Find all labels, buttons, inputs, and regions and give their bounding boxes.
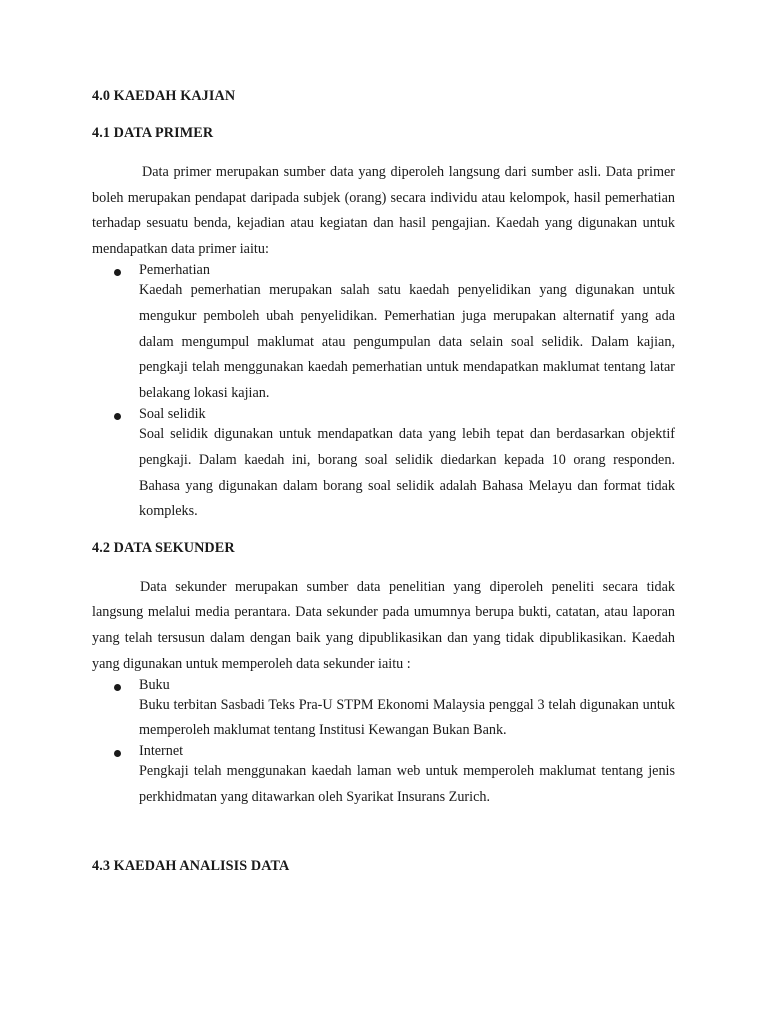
document-page — [92, 86, 675, 876]
list-item-internet — [92, 743, 675, 810]
item-title-buku: Buku — [139, 677, 170, 694]
list-kaedah-primer — [92, 262, 675, 524]
paragraph-data-primer: Data primer merupakan sumber data yang diperoleh langsung dari sumber asli. Data primer boleh merupakan pendapat daripada subjek (orang) secara individu atau kelompok, hasil pemerhatian terhadap sesuatu benda, kejadian atau kegiatan dan hasil pengajian. Kaedah yang digunakan untuk mendapatkan data primer iaitu: — [92, 164, 675, 257]
item-desc-internet: Pengkaji telah menggunakan kaedah laman web untuk memperoleh maklumat tentang jenis perkhidmatan yang ditawarkan oleh Syarikat Insurans Zurich. — [139, 763, 675, 805]
bullet-icon — [114, 269, 121, 276]
item-desc-buku: Buku terbitan Sasbadi Teks Pra-U STPM Ekonomi Malaysia penggal 3 telah digunakan untuk memperoleh maklumat tentang Institusi Kewangan Bukan Bank. — [139, 697, 675, 739]
item-title-pemerhatian: Pemerhatian — [139, 262, 210, 279]
heading-kaedah-analisis-data: 4.3 KAEDAH ANALISIS DATA — [92, 858, 290, 875]
item-desc-soal-selidik: Soal selidik digunakan untuk mendapatkan data yang lebih tepat dan berdasarkan objektif pengkaji. Dalam kaedah ini, borang soal selidik diedarkan kepada 10 orang responden. Bahasa yang digunakan dalam borang soal selidik adalah Bahasa Melayu dan format tidak kompleks. — [139, 426, 675, 520]
heading-data-primer: 4.1 DATA PRIMER — [92, 125, 214, 141]
bullet-icon — [114, 750, 121, 757]
heading-data-sekunder: 4.2 DATA SEKUNDER — [92, 539, 235, 556]
list-item-soal-selidik — [92, 406, 675, 524]
item-title-soal-selidik: Soal selidik — [139, 406, 206, 423]
bullet-icon — [114, 684, 121, 691]
list-item-pemerhatian — [92, 262, 675, 406]
item-title-internet: Internet — [139, 743, 184, 760]
list-kaedah-sekunder — [92, 677, 675, 810]
paragraph-data-sekunder: Data sekunder merupakan sumber data penelitian yang diperoleh peneliti secara tidak langsung melalui media perantara. Data sekunder pada umumnya berupa bukti, catatan, atau laporan yang telah tersusun dalam dengan baik yang dipublikasikan dan yang tidak dipublikasikan. Kaedah yang digunakan untuk memperoleh data sekunder iaitu : — [92, 578, 675, 672]
list-item-buku — [92, 677, 675, 743]
item-desc-pemerhatian: Kaedah pemerhatian merupakan salah satu kaedah penyelidikan yang digunakan untuk mengukur pemboleh ubah penyelidikan. Pemerhatian juga merupakan alternatif yang ada dalam mengumpul maklumat atau pengumpulan data selain soal selidik. Dalam kajian, pengkaji telah menggunakan kaedah pemerhatian untuk mendapatkan maklumat tentang latar belakang lokasi kajian. — [139, 282, 675, 401]
heading-kaedah-kajian: 4.0 KAEDAH KAJIAN — [92, 88, 236, 104]
bullet-icon — [114, 413, 121, 420]
